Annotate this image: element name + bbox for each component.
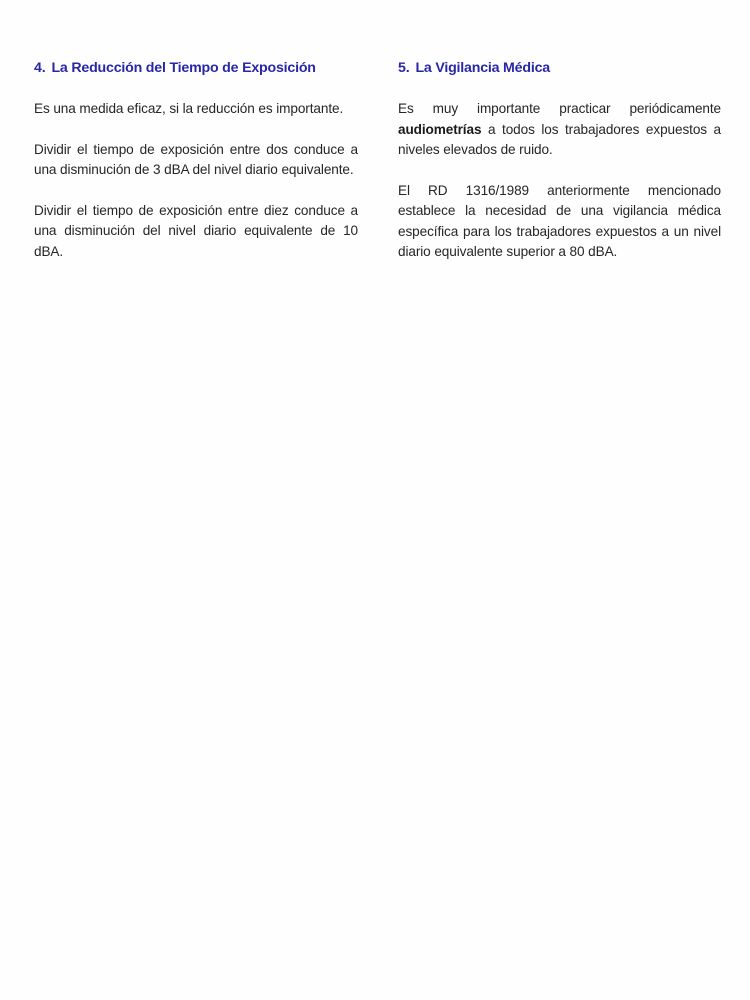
right-column [398,58,721,283]
section-5-heading [398,58,721,78]
left-column [34,58,358,282]
section-5-title: La Vigilancia Médica [415,60,550,76]
section-4-paragraph-3: Dividir el tiempo de exposición entre diez conduce a una disminución del nivel diario equivalente de 10 dBA. [34,202,358,259]
section-4-heading [34,58,358,78]
section-5-p1-text-end: a todos los trabajadores expuestos a niveles elevados de ruido. [398,121,721,157]
section-5-paragraph-2: El RD 1316/1989 anteriormente mencionado establece la necesidad de una vigilancia médica específica para los trabajadores expuestos a un nivel diario equivalente superior a 80 dBA. [398,182,721,259]
section-4-paragraph-2: Dividir el tiempo de exposición entre dos conduce a una disminución de 3 dBA del nivel diario equivalente. [34,141,358,177]
section-5-p1-bold-term: audiometrías [398,121,482,137]
section-4-number: 4. [34,60,46,76]
section-5-p1-text-start: Es muy importante practicar periódicamente [398,101,721,116]
section-4-paragraph-1: Es una medida eficaz, si la reducción es importante. [34,101,344,116]
section-5-number: 5. [398,60,410,76]
section-5-paragraph-1 [398,99,721,161]
section-4-title: La Reducción del Tiempo de Exposición [51,60,316,76]
